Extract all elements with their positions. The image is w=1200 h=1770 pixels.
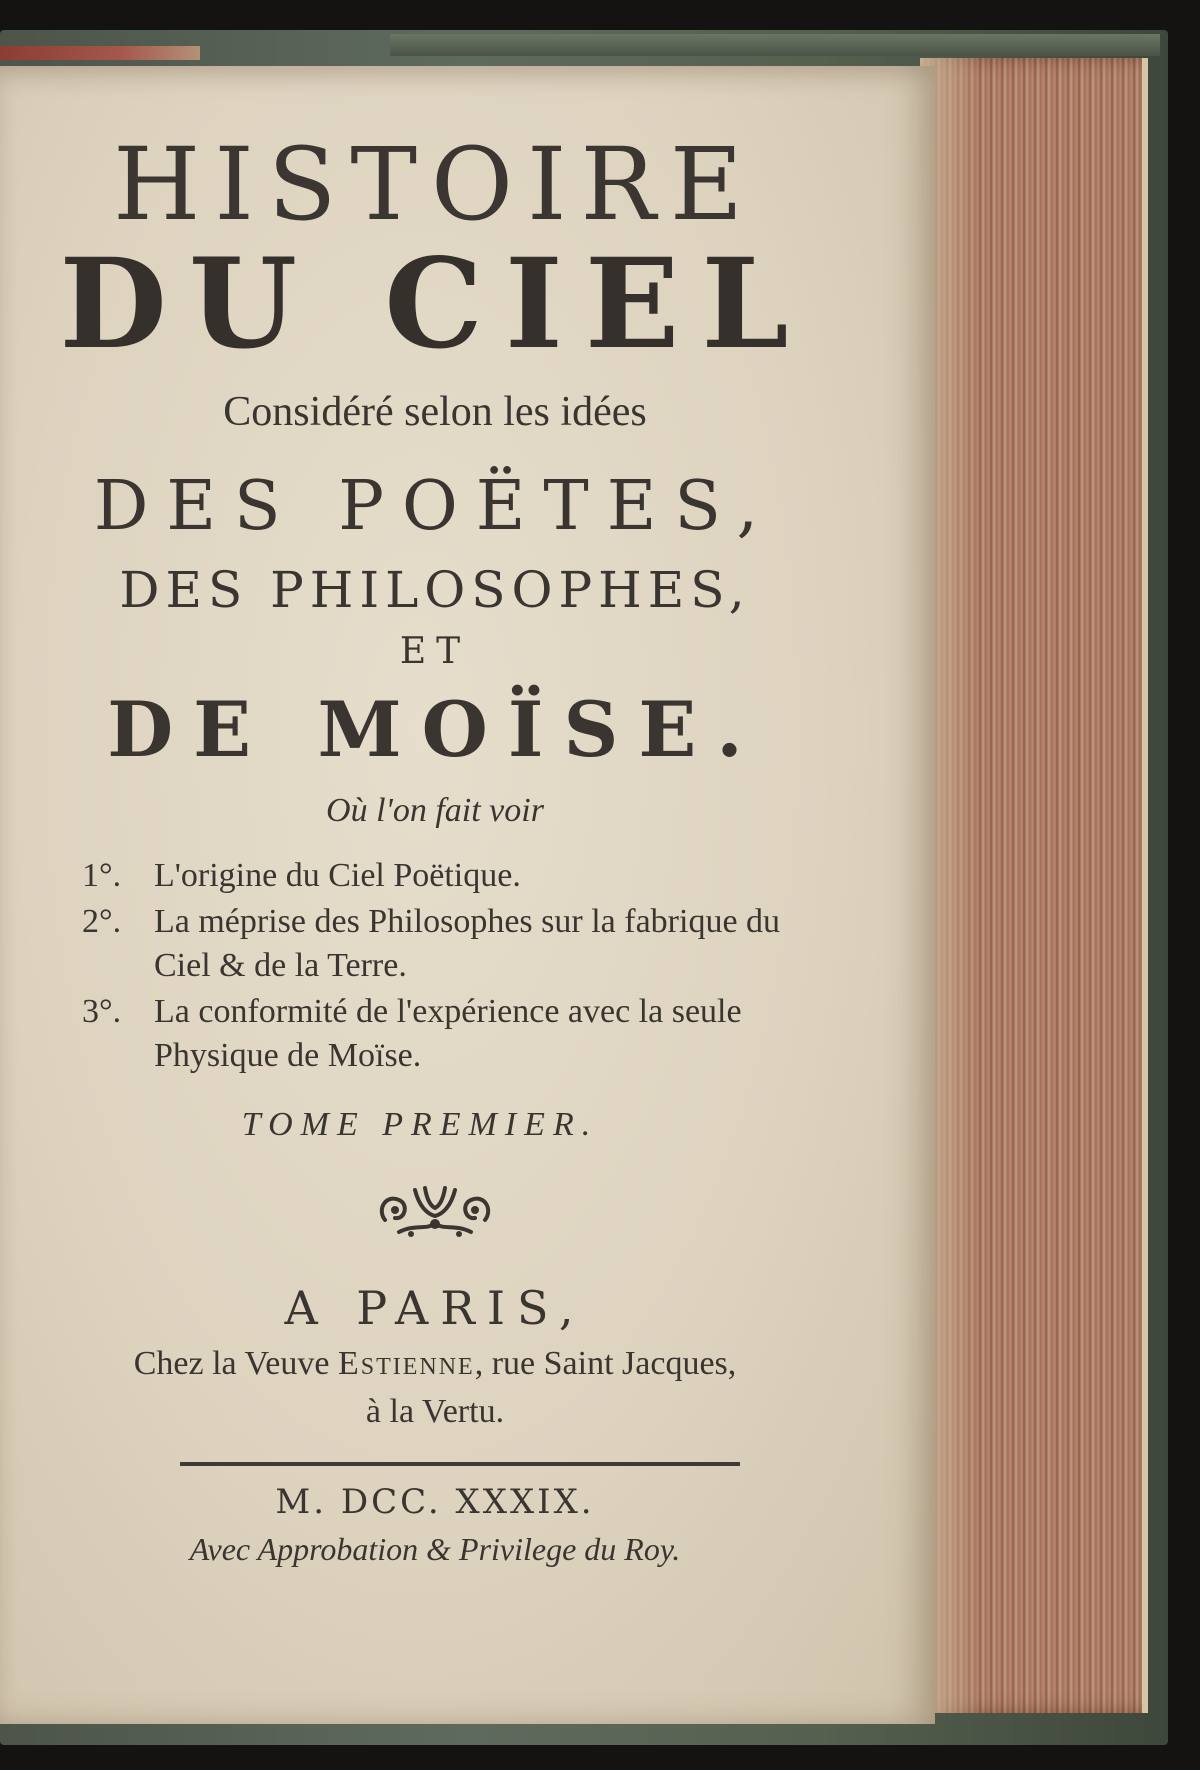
imprint-place: A PARIS, <box>284 1281 586 1335</box>
printers-ornament-icon <box>375 1180 495 1242</box>
list-item <box>82 854 822 898</box>
title-page-text <box>40 126 830 1572</box>
intro-ou-lon-fait-voir: Où l'on fait voir <box>326 792 544 829</box>
list-item <box>82 990 822 1078</box>
title-line-histoire: HISTOIRE <box>113 126 757 243</box>
publisher-suffix: , rue Saint Jacques, <box>474 1345 737 1382</box>
cover-top-edge <box>390 34 1160 56</box>
list-item-text: L'origine du Ciel Poëtique. <box>154 857 521 894</box>
volume-label: TOME PREMIER. <box>241 1106 599 1143</box>
divider-rule <box>180 1462 740 1466</box>
list-item-number: 3°. <box>82 993 122 1030</box>
contents-list <box>82 854 822 1078</box>
publisher-prefix: Chez la Veuve <box>133 1345 330 1382</box>
publisher-sign: à la Vertu. <box>365 1393 505 1430</box>
title-line-et: ET <box>399 631 471 672</box>
title-line-moise: DE MOÏSE. <box>107 685 763 774</box>
privilege-line: Avec Approbation & Privilege du Roy. <box>189 1531 681 1567</box>
subtitle-considere: Considéré selon les idées <box>223 389 647 435</box>
title-line-poetes: DES POËTES, <box>93 467 777 546</box>
list-item-number: 2°. <box>82 903 122 940</box>
list-item-number: 1°. <box>82 857 122 894</box>
list-item-text: La méprise des Philosophes sur la fabrique du Ciel & de la Terre. <box>154 903 781 984</box>
imprint-year: M. DCC. XXXIX. <box>275 1482 595 1522</box>
title-line-philosophes: DES PHILOSOPHES, <box>119 561 751 619</box>
publisher-name: Estienne <box>337 1345 475 1382</box>
cover-corner-label <box>0 46 200 60</box>
list-item-text: La conformité de l'expérience avec la seule Physique de Moïse. <box>154 993 742 1074</box>
imprint-publisher <box>40 1342 830 1386</box>
list-item <box>82 900 822 988</box>
title-line-du-ciel: DU CIEL <box>59 232 811 377</box>
